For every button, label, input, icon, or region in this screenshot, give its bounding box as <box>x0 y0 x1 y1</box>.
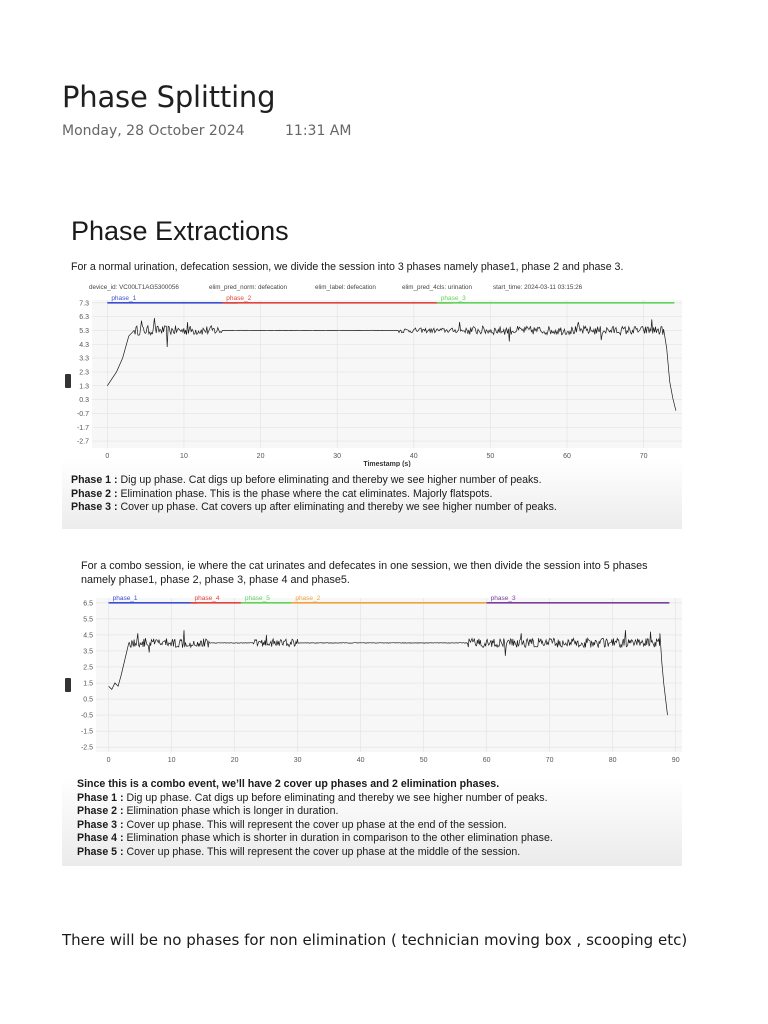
page-date: Monday, 28 October 2024 <box>62 123 245 139</box>
x-axis-label: Timestamp (s) <box>363 461 411 467</box>
phase-label-phase_1: phase_1 <box>111 294 137 302</box>
combo-summary: Since this is a combo event, we’ll have 2 cover up phases and 2 elimination phases. <box>77 778 500 790</box>
y-tick-label: 5.5 <box>83 616 93 624</box>
x-tick-label: 30 <box>333 453 342 460</box>
combo-phase-5-description: Phase 5 : Cover up phase. This will represent the cover up phase at the middle of the session. <box>77 845 521 858</box>
x-tick-label: 40 <box>409 453 418 460</box>
phase-label-phase_3: phase_3 <box>440 294 466 302</box>
phase-label-phase_2: phase_2 <box>295 594 321 602</box>
x-tick-label: 0 <box>106 757 111 764</box>
chart-meta-pred-4cls: elim_pred_4cls: urination <box>402 284 473 291</box>
x-tick-label: 70 <box>639 453 648 460</box>
combo-intro: For a combo session, ie where the cat urinates and defecates in one session, we then divide the session into 5 phases namely phase1, phase 2, phase 3, phase 4 and phase5. <box>81 560 648 586</box>
x-tick-label: 20 <box>256 453 265 460</box>
chart-meta-device: device_id: VC00LT1AG5300056 <box>89 284 179 291</box>
x-tick-label: 60 <box>482 757 491 764</box>
phase-label-phase_1: phase_1 <box>112 594 138 602</box>
y-tick-label: 4.5 <box>83 632 93 640</box>
y-tick-label: -1.5 <box>80 728 93 736</box>
combo-phase-3-description: Phase 3 : Cover up phase. This will represent the cover up phase at the end of the session. <box>77 818 507 831</box>
y-axis-marker <box>65 374 71 388</box>
y-tick-label: 2.3 <box>79 369 89 377</box>
slide-intro: For a normal urination, defecation session, we divide the session into 3 phases namely phase1, phase 2 and phase 3. <box>71 261 624 273</box>
phase-extraction-line-chart <box>62 292 682 467</box>
x-tick-label: 50 <box>486 453 495 460</box>
footer-note: There will be no phases for non elimination ( technician moving box , scooping etc) <box>62 931 688 949</box>
phase-3-description: Phase 3 : Cover up phase. Cat covers up after eliminating and thereby we see higher number of peaks. <box>71 501 557 514</box>
y-tick-label: 5.3 <box>79 327 89 335</box>
x-tick-label: 50 <box>419 757 428 764</box>
phase-descriptions <box>71 474 557 515</box>
y-tick-label: 1.3 <box>79 383 89 391</box>
combo-session-line-chart <box>62 592 682 770</box>
y-tick-label: 0.3 <box>79 397 89 405</box>
combo-phase-descriptions <box>77 778 553 860</box>
slide-title: Phase Extractions <box>71 216 289 246</box>
chart-meta-start-time: start_time: 2024-03-11 03:15:26 <box>493 284 583 291</box>
x-tick-label: 70 <box>545 757 554 764</box>
y-tick-label: 4.3 <box>79 341 89 349</box>
phase-extractions-slide-image <box>62 212 682 529</box>
combo-phase-1-description: Phase 1 : Dig up phase. Cat digs up before eliminating and thereby we see higher number of peaks. <box>77 791 548 804</box>
x-tick-label: 0 <box>105 453 110 460</box>
y-tick-label: -1.7 <box>76 424 89 432</box>
y-tick-label: 6.5 <box>83 600 93 608</box>
combo-phase-4-description: Phase 4 : Elimination phase which is shorter in duration in comparison to the other elimination phase. <box>77 832 553 845</box>
x-tick-label: 10 <box>180 453 188 460</box>
y-tick-label: 6.3 <box>79 314 89 322</box>
y-tick-label: 3.5 <box>83 648 93 656</box>
phase-label-phase_3: phase_3 <box>490 594 516 602</box>
y-tick-label: -0.5 <box>80 712 93 720</box>
phase-label-phase_4: phase_4 <box>194 594 220 602</box>
y-tick-label: 2.5 <box>83 664 93 672</box>
y-tick-label: -2.7 <box>76 438 89 446</box>
y-tick-label: -0.7 <box>76 410 89 418</box>
combo-phase-2-description: Phase 2 : Elimination phase which is longer in duration. <box>77 805 339 818</box>
plot-area <box>96 598 682 752</box>
x-tick-label: 10 <box>167 757 176 764</box>
y-tick-label: 0.5 <box>83 696 93 704</box>
phase-1-description: Phase 1 : Dig up phase. Cat digs up before eliminating and thereby we see higher number of peaks. <box>71 474 542 486</box>
y-tick-label: -2.5 <box>80 744 93 752</box>
x-tick-label: 40 <box>356 757 365 764</box>
phase-label-phase_2: phase_2 <box>226 294 252 302</box>
x-tick-label: 60 <box>563 453 571 460</box>
phase-label-phase_5: phase_5 <box>244 594 270 602</box>
phase-2-description: Phase 2 : Elimination phase. This is the phase where the cat eliminates. Majorly flatspots. <box>71 487 493 500</box>
y-tick-label: 3.3 <box>79 355 89 363</box>
page-title: Phase Splitting <box>62 80 276 114</box>
plot-area <box>92 300 682 448</box>
chart-meta-pred-norm: elim_pred_norm: defecation <box>209 284 288 291</box>
page-time: 11:31 AM <box>285 123 352 139</box>
x-tick-label: 80 <box>608 757 617 764</box>
y-axis-marker <box>65 678 71 692</box>
x-tick-label: 90 <box>671 757 680 764</box>
y-tick-label: 1.5 <box>83 680 93 688</box>
combo-session-slide-image <box>62 548 682 866</box>
x-tick-label: 20 <box>230 757 239 764</box>
y-tick-label: 7.3 <box>79 300 89 308</box>
x-tick-label: 30 <box>293 757 302 764</box>
chart-meta-label: elim_label: defecation <box>315 284 376 291</box>
